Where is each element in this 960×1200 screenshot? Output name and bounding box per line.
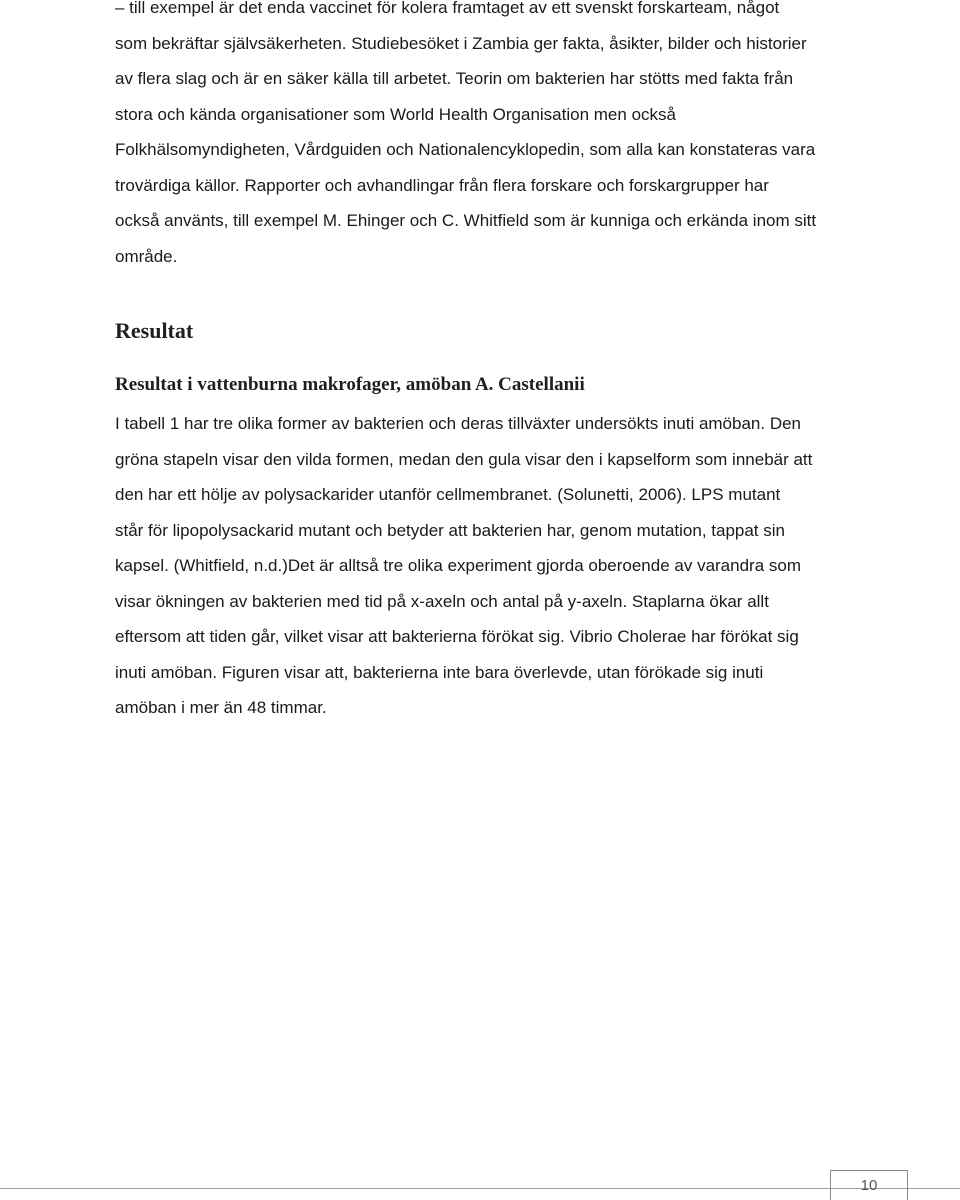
subsection-heading: Resultat i vattenburna makrofager, amöban A. Castellanii: [115, 374, 585, 395]
paragraph-line: stora och kända organisationer som World Health Organisation men också: [115, 104, 676, 124]
paragraph-line: av flera slag och är en säker källa till arbetet. Teorin om bakterien har stötts med fakta från: [115, 69, 794, 88]
paragraph-line: den har ett hölje av polysackarider utanför cellmembranet. (Solunetti, 2006). LPS mutant: [115, 485, 781, 504]
paragraph-line: står för lipopolysackarid mutant och betyder att bakterien har, genom mutation, tappat sin: [115, 520, 785, 540]
paragraph-line: visar ökningen av bakterien med tid på x-axeln och antal på y-axeln. Staplarna ökar allt: [115, 591, 769, 611]
paragraph-line: amöban i mer än 48 timmar.: [115, 698, 327, 717]
paragraph-line: också använts, till exempel M. Ehinger och C. Whitfield som är kunniga och erkända inom sitt: [115, 211, 817, 230]
paragraph-line: I tabell 1 har tre olika former av bakterien och deras tillväxter undersökts inuti amöban. Den: [115, 414, 802, 433]
section-heading: Resultat: [115, 318, 194, 343]
results-paragraph: [115, 406, 855, 726]
paragraph-line: – till exempel är det enda vaccinet för kolera framtaget av ett svenskt forskarteam, något: [115, 0, 780, 17]
paragraph-line: kapsel. (Whitfield, n.d.)Det är alltså tre olika experiment gjorda oberoende av varandra som: [115, 556, 802, 575]
paragraph-line: som bekräftar självsäkerheten. Studiebesöket i Zambia ger fakta, åsikter, bilder och historier: [115, 33, 807, 53]
footer-divider: [0, 1188, 960, 1189]
paragraph-line: gröna stapeln visar den vilda formen, medan den gula visar den i kapselform som innebär att: [115, 449, 813, 469]
intro-paragraph: [115, 0, 855, 274]
paragraph-line: Folkhälsomyndigheten, Vårdguiden och Nationalencyklopedin, som alla kan konstateras vara: [115, 140, 816, 159]
paragraph-line: eftersom att tiden går, vilket visar att bakterierna förökat sig. Vibrio Cholerae har förökat sig: [115, 627, 799, 646]
page-number: 10: [830, 1170, 908, 1200]
paragraph-line: inuti amöban. Figuren visar att, bakterierna inte bara överlevde, utan förökade sig inuti: [115, 662, 764, 682]
paragraph-line: område.: [115, 246, 178, 266]
paragraph-line: trovärdiga källor. Rapporter och avhandlingar från flera forskare och forskargrupper har: [115, 175, 769, 195]
